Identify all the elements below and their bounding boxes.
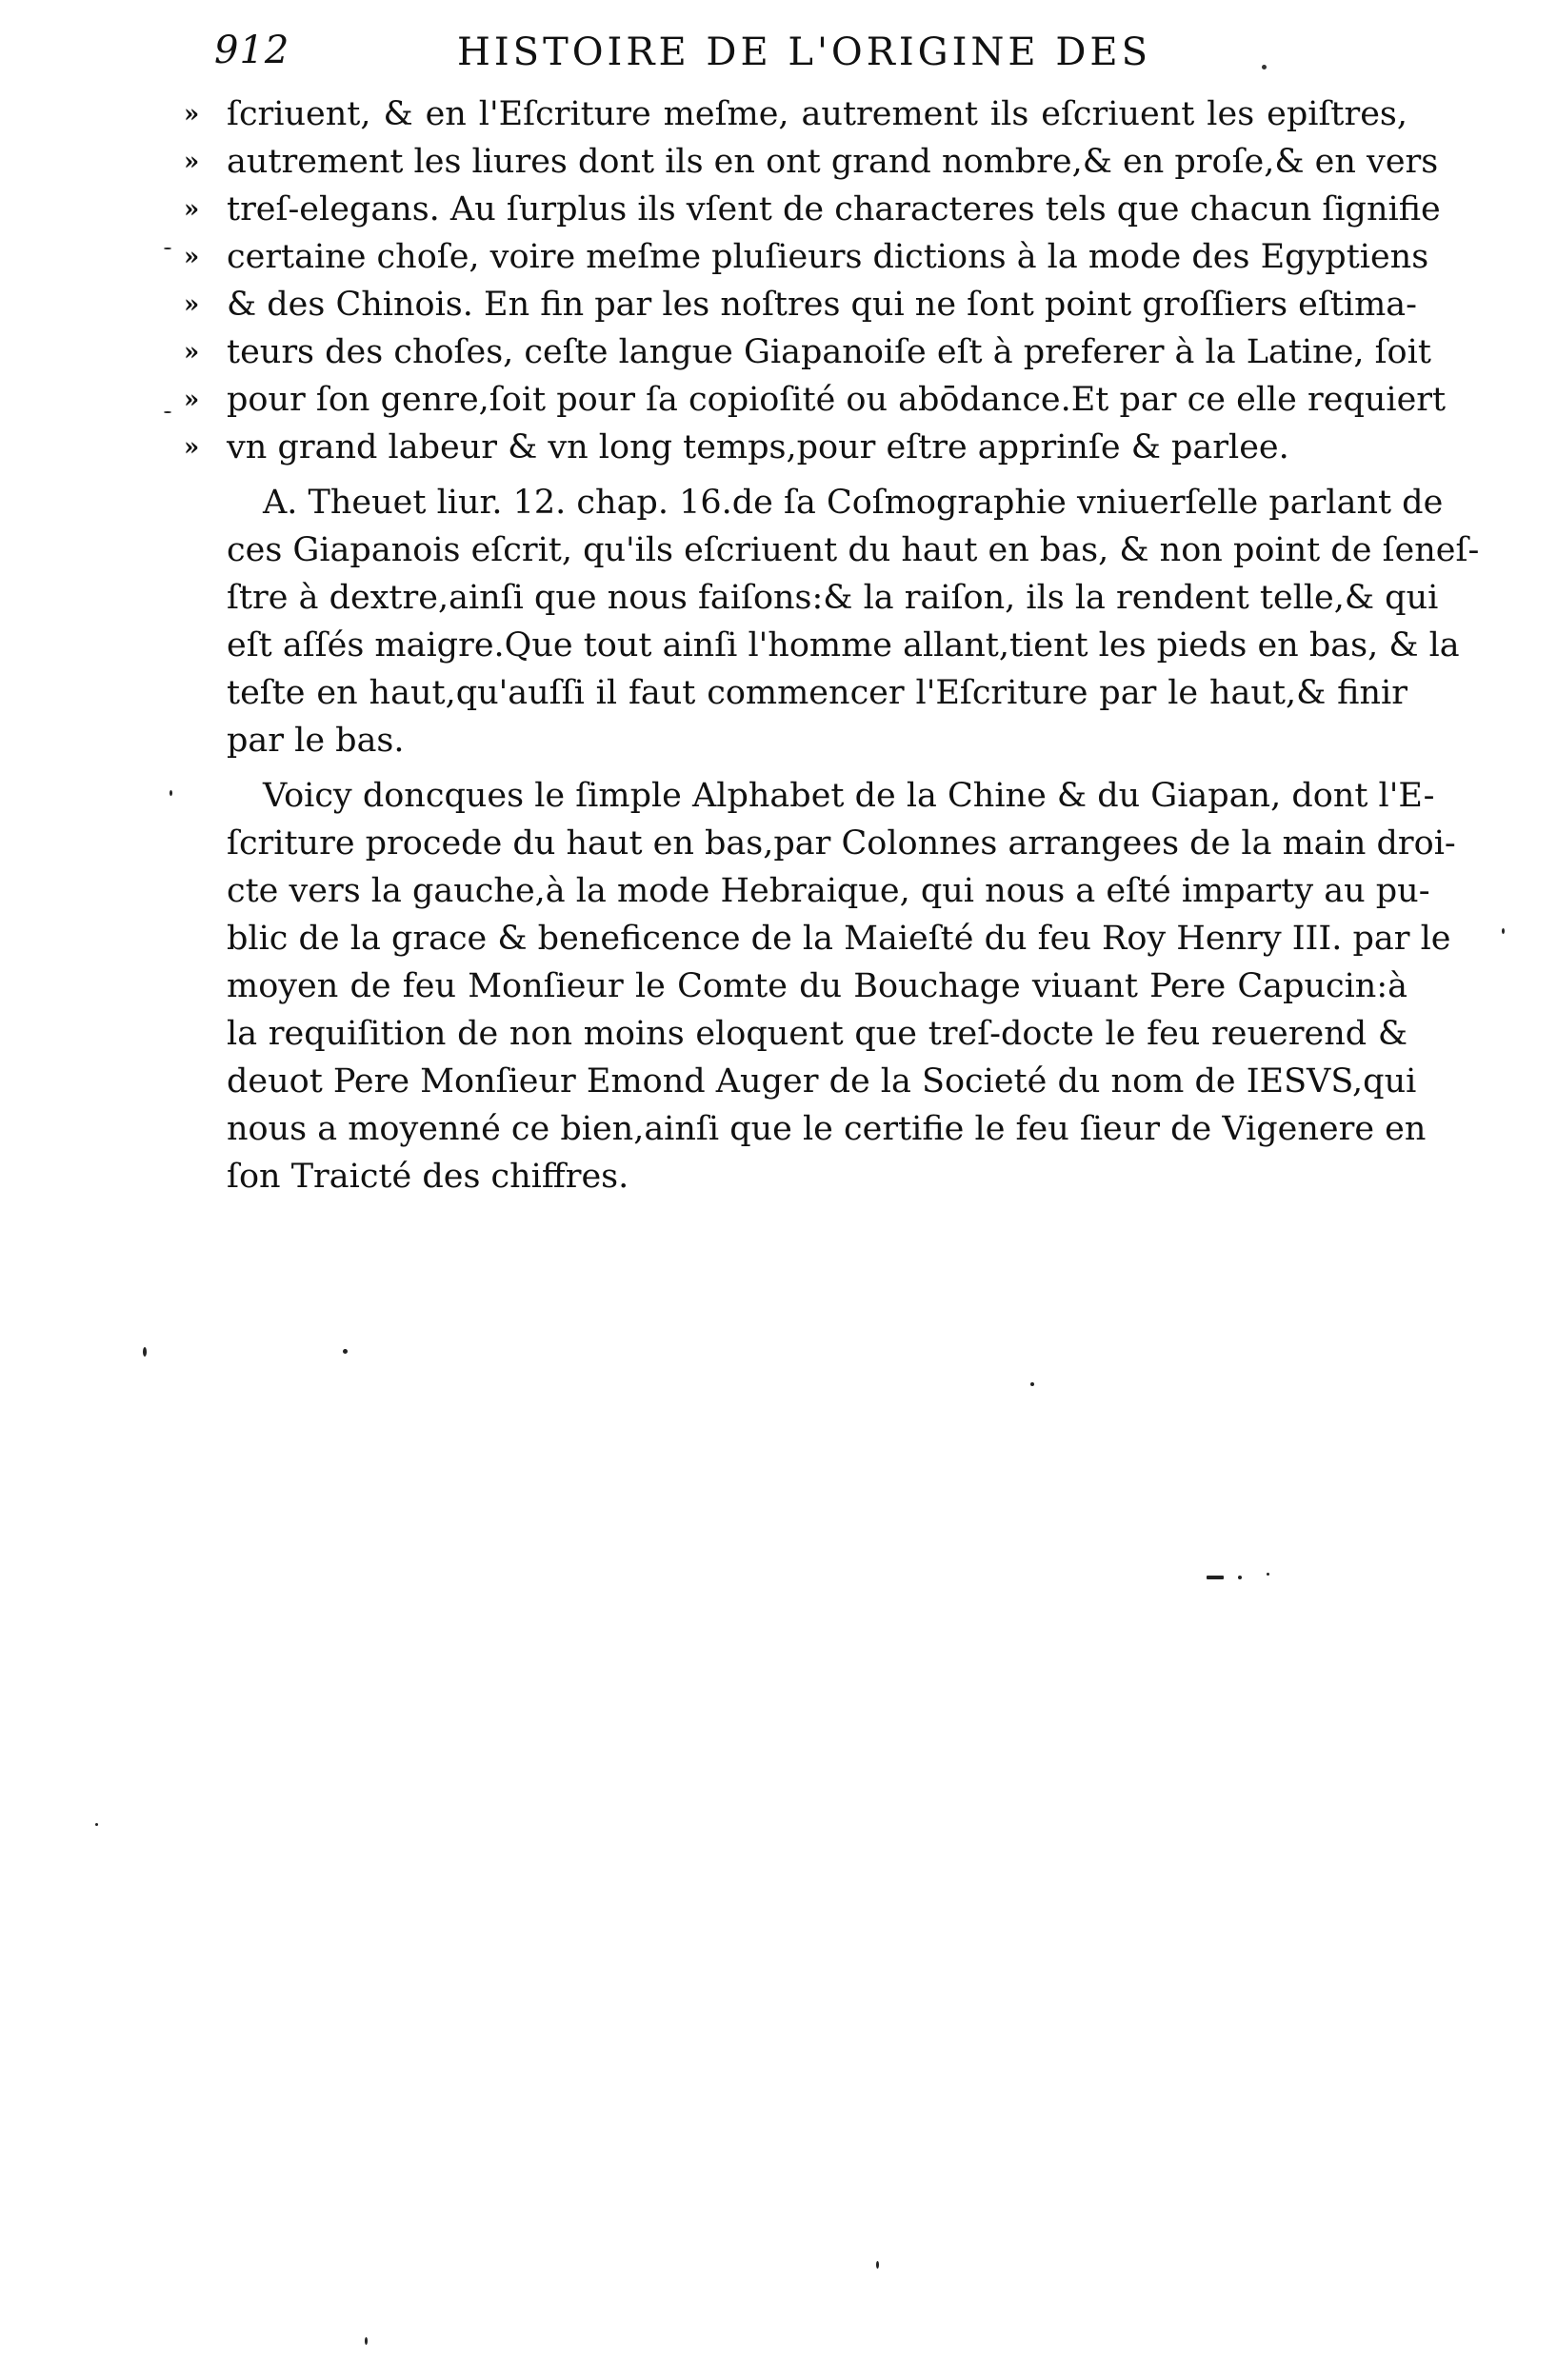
quote-mark: »: [184, 148, 200, 176]
line-text: teurs des choſes, ceſte langue Giapanoiſe eſt à preferer à la Latine, ſoit: [227, 333, 1431, 371]
text-line: ſcriture procede du haut en bas,par Colonnes arrangees de la main droi-: [227, 824, 1456, 863]
text-line: deuot Pere Monſieur Emond Auger de la Societé du nom de IESVS,qui: [227, 1062, 1417, 1101]
text-line: [184, 424, 1407, 471]
scan-speck: [164, 411, 171, 413]
text-line: [184, 281, 1417, 328]
line-text: certaine choſe, voire meſme pluſieurs dictions à la mode des Egyptiens: [227, 238, 1429, 276]
header-dot: [1262, 65, 1267, 69]
text-line: teſte en haut,qu'auſſi il faut commencer l'Eſcriture par le haut,& finir: [227, 674, 1407, 712]
quote-mark: »: [184, 386, 200, 414]
line-text: pour ſon genre,ſoit pour ſa copioſité ou abōdance.Et par ce elle requiert: [227, 381, 1447, 419]
page-number: 912: [214, 29, 290, 72]
text-line: par le bas.: [227, 722, 405, 760]
quote-mark: »: [184, 243, 200, 271]
scan-speck: [343, 1349, 348, 1354]
scan-speck: [1502, 928, 1505, 934]
body-text: [184, 90, 1480, 1200]
thevet-paragraph: [227, 479, 1480, 764]
scan-speck: [170, 790, 172, 796]
page-header: [214, 29, 1290, 86]
scan-speck: [143, 1347, 147, 1357]
text-line: eſt aſſés maigre.Que tout ainſi l'homme allant,tient les pieds en bas, & la: [227, 626, 1460, 664]
text-line: moyen de feu Monſieur le Comte du Bouchage viuant Pere Capucin:à: [227, 967, 1407, 1005]
text-line: A. Theuet liur. 12. chap. 16.de ſa Coſmographie vniuerſelle parlant de: [263, 484, 1444, 522]
paragraph-gap: [227, 471, 1407, 479]
scan-speck: [1238, 1576, 1242, 1579]
quoted-paragraph: [184, 90, 1447, 471]
text-line: [184, 233, 1429, 281]
text-line: la requiſition de non moins eloquent que treſ-docte le feu reuerend &: [227, 1015, 1407, 1053]
quote-mark: »: [184, 433, 200, 462]
scan-speck: [1030, 1382, 1034, 1386]
text-line: Voicy doncques le ſimple Alphabet de la Chine & du Giapan, dont l'E-: [263, 777, 1435, 815]
quote-mark: »: [184, 290, 200, 319]
scan-speck: [876, 2261, 879, 2269]
text-line: [184, 90, 1407, 138]
line-text: vn grand labeur & vn long temps,pour eſtre apprinſe & parlee.: [227, 428, 1289, 466]
line-text: & des Chinois. En fin par les noſtres qui ne ſont point groſſiers eſtima-: [227, 286, 1417, 324]
text-line: ſon Traicté des chiffres.: [227, 1158, 629, 1196]
text-line: [184, 328, 1431, 376]
quote-mark: »: [184, 195, 200, 224]
running-title: HISTOIRE DE L'ORIGINE DES: [457, 30, 1151, 74]
text-line: [184, 186, 1441, 233]
text-line: ces Giapanois eſcrit, qu'ils eſcriuent du haut en bas, & non point de ſeneſ-: [227, 531, 1480, 569]
scan-speck: [365, 2337, 368, 2345]
text-line: blic de la grace & beneficence de la Maieſté du feu Roy Henry III. par le: [227, 920, 1451, 958]
line-text: treſ-elegans. Au ſurplus ils vſent de characteres tels que chacun ſignifie: [227, 190, 1441, 228]
scan-speck: [164, 248, 171, 249]
alphabet-paragraph: [227, 772, 1456, 1200]
text-line: [184, 376, 1447, 424]
scan-speck: [1267, 1573, 1269, 1576]
paragraph-gap: [227, 764, 1407, 772]
line-text: ſcriuent, & en l'Eſcriture meſme, autrement ils eſcriuent les epiſtres,: [227, 95, 1407, 133]
text-line: cte vers la gauche,à la mode Hebraique, qui nous a eſté imparty au pu-: [227, 872, 1430, 910]
line-text: autrement les liures dont ils en ont grand nombre,& en proſe,& en vers: [227, 143, 1439, 181]
quote-mark: »: [184, 100, 200, 129]
scan-speck: [95, 1823, 98, 1826]
text-line: nous a moyenné ce bien,ainſi que le certifie le feu ſieur de Vigenere en: [227, 1110, 1427, 1148]
quote-mark: »: [184, 338, 200, 367]
scan-speck: [1207, 1576, 1224, 1579]
text-line: ſtre à dextre,ainſi que nous faiſons:& la raiſon, ils la rendent telle,& qui: [227, 579, 1439, 617]
text-line: [184, 138, 1439, 186]
